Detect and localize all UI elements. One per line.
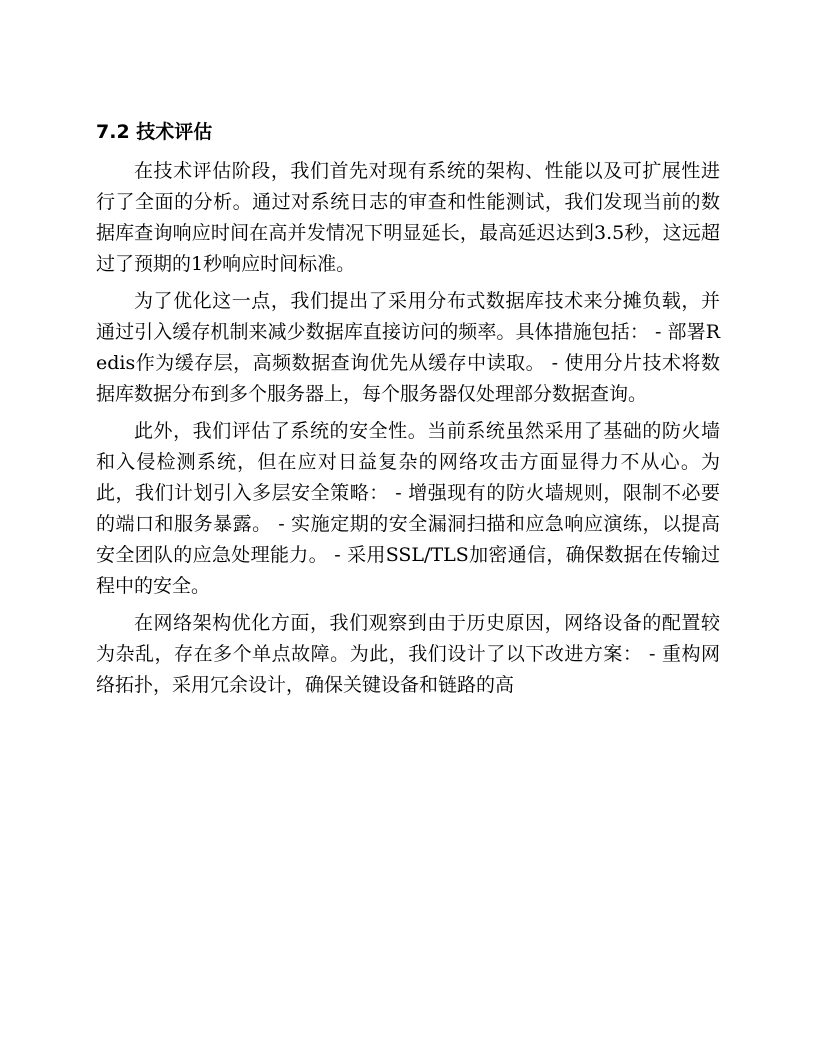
paragraph-optimization-measures: 为了优化这一点，我们提出了采用分布式数据库技术来分摊负载，并通过引入缓存机制来减少数据库直接访问的频率。具体措施包括： - 部署Redis作为缓存层，高频数据查询优先从缓存中读取。 - 使用分片技术将数据库数据分布到多个服务器上，每个服务器仅处理部分数据查询。: [96, 290, 720, 405]
paragraph-performance-assessment: 在技术评估阶段，我们首先对现有系统的架构、性能以及可扩展性进行了全面的分析。通过对系统日志的审查和性能测试，我们发现当前的数据库查询响应时间在高并发情况下明显延长，最高延迟达到3.5秒，这远超过了预期的1秒响应时间标准。: [96, 160, 720, 275]
section-heading: 7.2 技术评估: [96, 121, 213, 143]
paragraph-network-architecture: 在网络架构优化方面，我们观察到由于历史原因，网络设备的配置较为杂乱，存在多个单点故障。为此，我们设计了以下改进方案： - 重构网络拓扑，采用冗余设计，确保关键设备和链路的高: [96, 612, 720, 696]
paragraph-security-assessment: 此外，我们评估了系统的安全性。当前系统虽然采用了基础的防火墙和入侵检测系统，但在应对日益复杂的网络攻击方面显得力不从心。为此，我们计划引入多层安全策略： - 增强现有的防火墙规则，限制不必要的端口和服务暴露。 - 实施定期的安全漏洞扫描和应急响应演练，以提高安全团队的应急处理能力。 - 采用SSL/TLS加密通信，确保数据在传输过程中的安全。: [96, 420, 720, 597]
document-body: [96, 117, 720, 707]
